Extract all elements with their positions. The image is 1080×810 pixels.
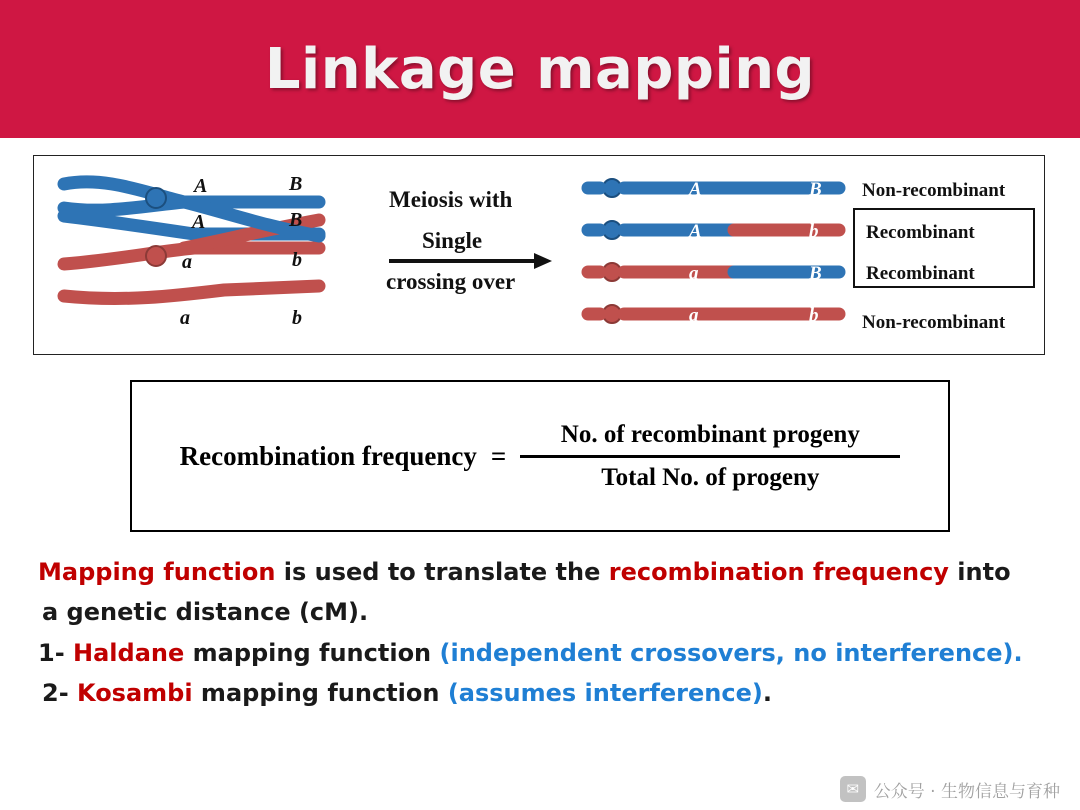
formula-numerator: No. of recombinant progeny bbox=[560, 420, 860, 448]
wechat-icon: ✉ bbox=[840, 776, 866, 802]
svg-text:a: a bbox=[689, 263, 699, 284]
body-paragraph-2 bbox=[38, 592, 1048, 632]
allele-label-B1: B bbox=[289, 173, 303, 195]
meiosis-diagram bbox=[34, 156, 1043, 353]
outcome-label-4: Non-recombinant bbox=[862, 312, 1006, 333]
process-label-line3: crossing over bbox=[386, 269, 516, 294]
outcome-label-2: Recombinant bbox=[866, 222, 975, 243]
body-p2-text: a genetic distance (cM). bbox=[42, 598, 369, 627]
haldane-note: (independent crossovers, no interference). bbox=[439, 638, 1023, 667]
svg-text:B: B bbox=[809, 179, 822, 200]
list-item-haldane bbox=[38, 633, 1048, 673]
list-item-kosambi bbox=[38, 673, 1048, 713]
allele-label-a2: a bbox=[180, 307, 190, 329]
svg-text:a: a bbox=[689, 305, 699, 326]
formula-fraction bbox=[520, 415, 900, 498]
svg-text:b: b bbox=[809, 305, 819, 326]
list-item-2-mid: mapping function bbox=[192, 678, 448, 707]
recombination-frequency-formula-box bbox=[130, 380, 950, 532]
product-chromosome-1 bbox=[588, 179, 839, 200]
allele-label-a1: a bbox=[182, 251, 192, 273]
svg-text:A: A bbox=[689, 221, 702, 242]
allele-label-b1: b bbox=[292, 249, 302, 271]
meiosis-diagram-panel bbox=[33, 155, 1045, 355]
watermark bbox=[840, 776, 1060, 802]
product-chromosome-3 bbox=[588, 263, 839, 284]
product-chromosome-2 bbox=[588, 221, 839, 242]
svg-text:b: b bbox=[809, 221, 819, 242]
kosambi-label: Kosambi bbox=[77, 678, 193, 707]
term-mapping-function: Mapping function bbox=[38, 558, 276, 586]
formula-denominator: Total No. of progeny bbox=[601, 463, 820, 491]
allele-label-b2: b bbox=[292, 307, 302, 329]
slide-title-banner bbox=[0, 0, 1080, 138]
watermark-text: 公众号 · 生物信息与育种 bbox=[873, 781, 1060, 802]
allele-label-B2: B bbox=[289, 209, 303, 231]
formula-equals-sign: = bbox=[490, 440, 507, 471]
haldane-label: Haldane bbox=[73, 638, 185, 667]
svg-text:A: A bbox=[689, 179, 702, 200]
outcome-label-3: Recombinant bbox=[866, 263, 975, 284]
body-p1-end: into bbox=[948, 558, 1011, 586]
process-label-line1: Meiosis with bbox=[389, 187, 513, 212]
svg-text:B: B bbox=[809, 263, 822, 284]
product-chromosome-4 bbox=[588, 305, 839, 326]
body-p1-mid: is used to translate the bbox=[275, 558, 609, 586]
body-paragraph-1 bbox=[38, 552, 1048, 592]
list-item-1-number: 1- bbox=[38, 638, 74, 667]
process-label-line2: Single bbox=[422, 228, 483, 253]
term-recombination-frequency: recombination frequency bbox=[608, 558, 949, 586]
list-item-1-mid: mapping function bbox=[184, 638, 440, 667]
outcome-label-1: Non-recombinant bbox=[862, 180, 1006, 201]
page-title: Linkage mapping bbox=[264, 36, 816, 102]
list-item-2-period: . bbox=[762, 678, 772, 707]
list-item-2-number: 2- bbox=[42, 678, 78, 707]
allele-label-A1: A bbox=[194, 175, 208, 197]
slide-body-text bbox=[38, 552, 1048, 713]
allele-label-A2: A bbox=[192, 211, 206, 233]
process-arrow bbox=[389, 253, 552, 269]
kosambi-note: (assumes interference) bbox=[447, 678, 763, 707]
formula-left-side: Recombination frequency bbox=[179, 440, 477, 471]
